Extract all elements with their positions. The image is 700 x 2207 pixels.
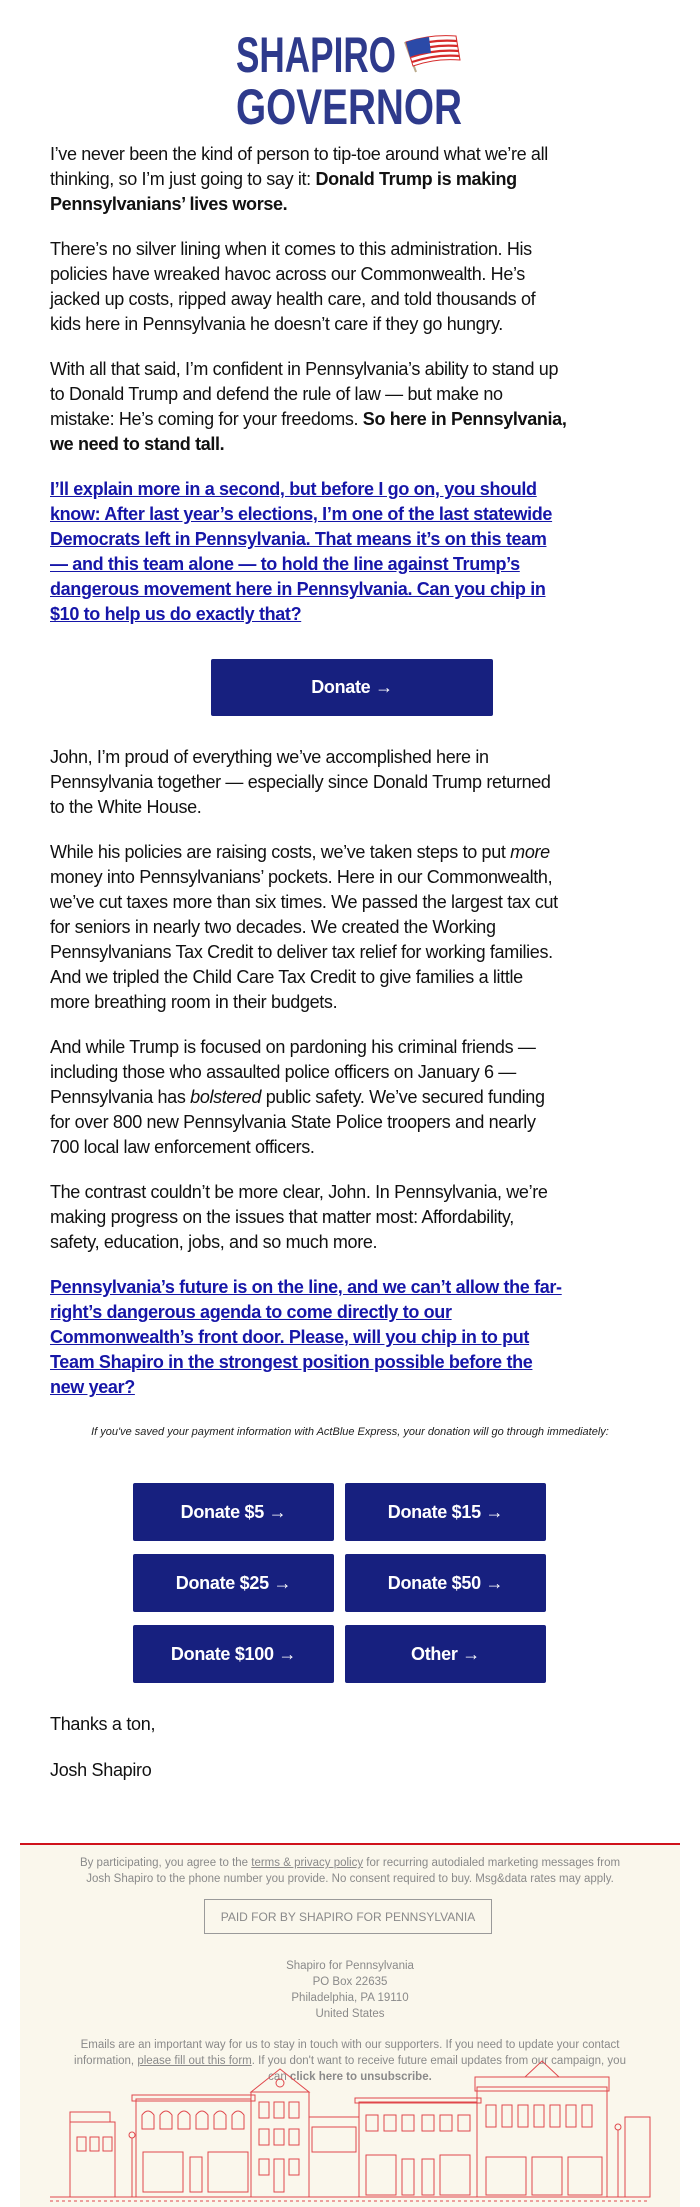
- donate-appeal-link[interactable]: [50, 1275, 660, 1400]
- emails-text-mid: . If you don't want to receive future email updates from our campaign, you can: [251, 2055, 626, 2083]
- appeal-link-text[interactable]: Pennsylvania’s future is on the line, and we can’t allow the far- right’s dangerous agenda to come directly to our Commonwealth’s front door. Please, will you chip in to put Team Shapiro in the strongest position possible before the new year?: [50, 1277, 562, 1397]
- town-storefronts-illustration: [50, 2067, 650, 2202]
- signoff: Thanks a ton,: [50, 1714, 156, 1734]
- donation-amount-grid: [133, 1483, 550, 1683]
- unsubscribe-link[interactable]: click here to unsubscribe.: [289, 2071, 432, 2083]
- donate-50-button[interactable]: Donate $50 →: [345, 1554, 546, 1612]
- appeal-link-text[interactable]: I’ll explain more in a second, but before I go on, you should know: After last year’s elections, I’m one of the last statewide Democrats left in Pennsylvania. That means it’s on this team — and this team alone — to hold the line against Trump’s dangerous movement here in Pennsylvania. Can you chip in $10 to help us do exactly that?: [50, 479, 553, 624]
- paragraph-text: money into Pennsylvanians’ pockets. Here in our Commonwealth, we’ve cut taxes more than six times. We passed the largest tax cut for seniors in nearly two decades. We created the Working Pennsylvanians Tax Credit to deliver tax relief for working families. And we tripled the Child Care Tax Credit to give families a little more breathing room in their budgets.: [50, 867, 558, 1012]
- actblue-express-note: If you've saved your payment information with ActBlue Express, your donation will go through immediately:: [91, 1426, 609, 1438]
- mailing-address: [70, 1958, 630, 2022]
- donate-25-button[interactable]: Donate $25 →: [133, 1554, 334, 1612]
- emphasis-text: So here in Pennsylvania, we need to stand tall.: [50, 409, 567, 454]
- email-body-continued: [50, 745, 660, 1420]
- logo-line-2: GOVERNOR: [236, 79, 462, 135]
- body-paragraph: [50, 1180, 660, 1255]
- sms-disclaimer: [70, 1855, 630, 1887]
- body-paragraph: [50, 1035, 660, 1160]
- donate-5-button[interactable]: Donate $5 →: [133, 1483, 334, 1541]
- paid-for-box: PAID FOR BY SHAPIRO FOR PENNSYLVANIA: [204, 1899, 492, 1934]
- paragraph-text: While his policies are raising costs, we’ve taken steps to put: [50, 842, 511, 862]
- address-line: Shapiro for Pennsylvania: [286, 1960, 414, 1972]
- address-line: United States: [315, 2008, 385, 2020]
- body-paragraph: [50, 745, 660, 820]
- paragraph-text: I’ve never been the kind of person to tip-toe around what we’re all thinking, so I’m just going to say it:: [50, 144, 548, 189]
- paragraph-text: John, I’m proud of everything we’ve accomplished here in Pennsylvania together — especially since Donald Trump returned to the White House.: [50, 747, 551, 817]
- donate-button[interactable]: Donate →: [211, 659, 493, 716]
- body-paragraph: [50, 840, 660, 1015]
- email-body: [50, 142, 660, 647]
- address-line: Philadelphia, PA 19110: [291, 1992, 409, 2004]
- footer: [20, 1843, 680, 2207]
- donate-other-button[interactable]: Other →: [345, 1625, 546, 1683]
- signature: Josh Shapiro: [50, 1760, 152, 1780]
- shapiro-governor-logo: [230, 22, 470, 135]
- italic-text: more: [510, 842, 550, 862]
- terms-privacy-link[interactable]: terms & privacy policy: [251, 1857, 364, 1869]
- us-flag-icon: [405, 36, 460, 72]
- sms-text-end: for recurring autodialed marketing messages from Josh Shapiro to the phone number you provide. No consent required to buy. Msg&data rates may apply.: [86, 1857, 621, 1885]
- donate-appeal-link[interactable]: [50, 477, 660, 627]
- paragraph-text: With all that said, I’m confident in Pennsylvania’s ability to stand up to Donald Trump and defend the rule of law — but make no mistake: He’s coming for your freedoms.: [50, 359, 559, 429]
- address-line: PO Box 22635: [312, 1976, 388, 1988]
- logo-line-1: SHAPIRO: [236, 27, 396, 83]
- paragraph-text: public safety. We’ve secured funding for over 800 new Pennsylvania State Police troopers and nearly 700 local law enforcement officers.: [50, 1087, 545, 1157]
- emphasis-text: Donald Trump is making Pennsylvanians’ lives worse.: [50, 169, 517, 214]
- paragraph-text: There’s no silver lining when it comes to this administration. His policies have wreaked havoc across our Commonwealth. He’s jacked up costs, ripped away health care, and told thousands of kids here in Pennsylvania he doesn’t care if they go hungry.: [50, 239, 536, 334]
- body-paragraph: [50, 142, 660, 217]
- body-paragraph: [50, 357, 660, 457]
- update-contact-form-link[interactable]: please fill out this form: [137, 2055, 252, 2067]
- sms-text: By participating, you agree to the: [79, 1857, 252, 1869]
- paragraph-text: The contrast couldn’t be more clear, John. In Pennsylvania, we’re making progress on the issues that matter most: Affordability, safety, education, jobs, and so much more.: [50, 1182, 548, 1252]
- body-paragraph: [50, 237, 660, 337]
- emails-text: Emails are an important way for us to stay in touch with our supporters. If you need to update your contact information,: [74, 2039, 620, 2067]
- paragraph-text: And while Trump is focused on pardoning his criminal friends — including those who assaulted police officers on January 6 — Pennsylvania has: [50, 1037, 536, 1107]
- donate-15-button[interactable]: Donate $15 →: [345, 1483, 546, 1541]
- donate-100-button[interactable]: Donate $100 →: [133, 1625, 334, 1683]
- italic-text: bolstered: [190, 1087, 262, 1107]
